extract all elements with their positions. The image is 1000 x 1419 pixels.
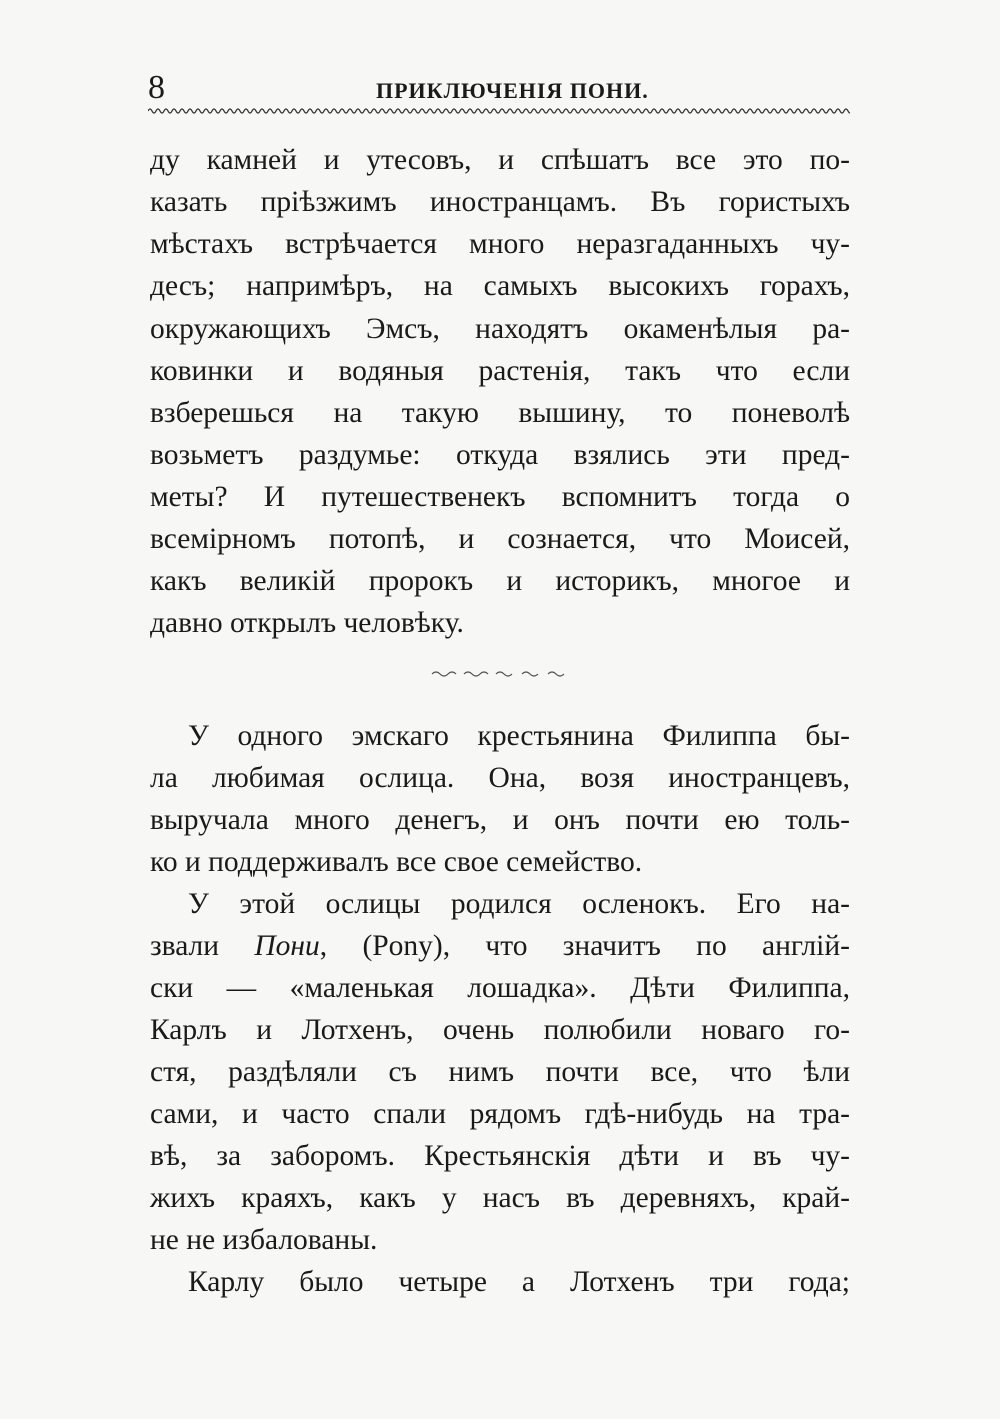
text-line: ду камней и утесовъ, и спѣшатъ все это по- [150, 144, 850, 176]
text-line: не не избалованы. [150, 1224, 378, 1256]
text-line: Карлъ и Лотхенъ, очень полюбили новаго го- [150, 1014, 850, 1046]
text-line: окружающихъ Эмсъ, находятъ окаменѣлыя ра- [150, 313, 850, 345]
text-line: десъ; напримѣръ, на самыхъ высокихъ горахъ, [150, 270, 850, 302]
text-line: мѣстахъ встрѣчается много неразгаданныхъ чу- [150, 228, 850, 260]
text-line: сами, и часто спали рядомъ гдѣ-нибудь на тра- [150, 1098, 850, 1130]
text-line: У этой ослицы родился осленокъ. Его на- [188, 888, 850, 920]
italic-name-pony: Пони [254, 930, 320, 962]
section-divider-ornament [430, 667, 570, 679]
text-line: выручала много денегъ, и онъ почти ею толь- [150, 804, 850, 836]
text-line: Карлу было четыре а Лотхенъ три года; [188, 1266, 850, 1298]
text-line: жихъ краяхъ, какъ у насъ въ деревняхъ, край- [150, 1182, 850, 1214]
text-line: стя, раздѣляли съ нимъ почти все, что ѣли [150, 1056, 850, 1088]
wavy-rule-divider [148, 104, 850, 118]
text-line: всемірномъ потопѣ, и сознается, что Моисей, [150, 523, 850, 555]
text-line: взберешься на такую вышину, то поневолѣ [150, 397, 850, 429]
text-line: ла любимая ослица. Она, возя иностранцевъ, [150, 762, 850, 794]
text-segment: звали [150, 930, 255, 962]
text-line: давно открылъ человѣку. [150, 607, 464, 639]
running-title: ПРИКЛЮЧЕНІЯ ПОНИ. [376, 78, 649, 103]
text-line: У одного эмскаго крестьянина Филиппа бы- [188, 720, 850, 752]
text-line: казать пріѣзжимъ иностранцамъ. Въ гористыхъ [150, 186, 850, 218]
text-line: ко и поддерживалъ все свое семейство. [150, 846, 643, 878]
text-line: вѣ, за заборомъ. Крестьянскія дѣти и въ чу- [150, 1140, 850, 1172]
text-line: ковинки и водяныя растенія, такъ что если [150, 355, 850, 387]
text-line: ски — «маленькая лошадка». Дѣти Филиппа, [150, 972, 850, 1004]
text-line: меты? И путешественекъ вспомнитъ тогда о [150, 481, 850, 513]
page-number: 8 [148, 69, 165, 106]
text-line: возьметъ раздумье: откуда взялись эти пред- [150, 439, 850, 471]
text-segment: , (Pony), что значитъ по англій- [319, 930, 850, 962]
text-line-with-italic [150, 928, 850, 964]
text-line: какъ великій пророкъ и историкъ, многое и [150, 565, 850, 597]
